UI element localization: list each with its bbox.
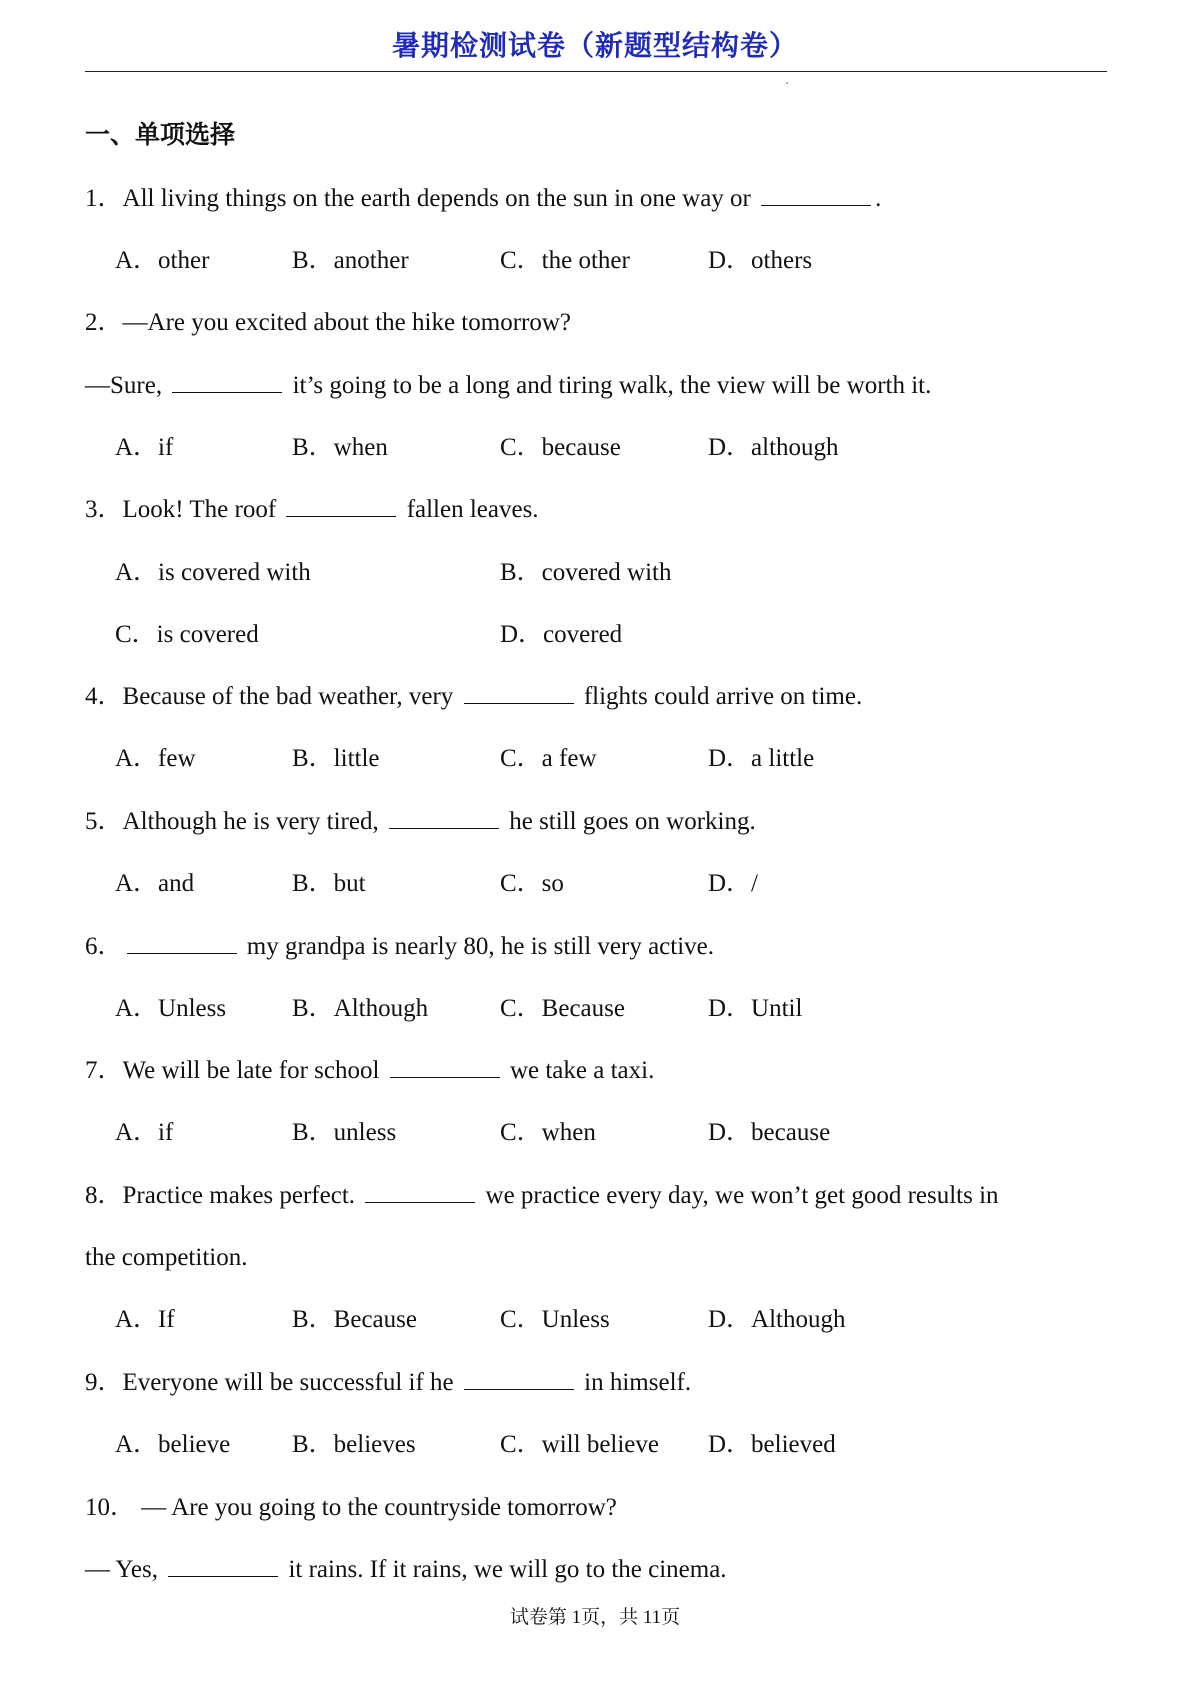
question-8 [85,1183,999,1208]
option-c: C．will believe [500,1431,659,1458]
question-number: 3． [85,496,123,523]
option-a: A．believe [115,1431,231,1458]
option-d: D．because [708,1119,831,1146]
question-4 [85,684,862,709]
question-text: Look! The roof [122,496,277,523]
option-b: B．when [292,434,388,461]
option-b: B．Because [292,1306,417,1333]
question-text: Practice makes perfect. [122,1182,356,1209]
option-b: B．another [292,247,409,274]
answer-blank [168,1576,278,1577]
question-text: Although he is very tired, [122,808,379,835]
question-text: . [875,185,882,212]
question-10 [85,1495,617,1520]
question-text: it’s going to be a long and tiring walk, the view will be worth it. [292,372,932,399]
option-c: C．the other [500,247,630,274]
option-d: D．Although [708,1306,846,1333]
question-number: 6． [85,933,123,960]
option-a: A．and [115,870,195,897]
question-8-continued: the competition. [85,1244,248,1271]
question-text: he still goes on working. [509,808,756,835]
question-text: Everyone will be successful if he [122,1369,454,1396]
question-number: 5． [85,808,123,835]
question-number: 1． [85,185,123,212]
question-number: 4． [85,683,123,710]
answer-blank [172,392,282,393]
question-3 [85,497,539,522]
question-text: All living things on the earth depends on the sun in one way or [122,185,751,212]
answer-blank [390,1077,500,1078]
question-text: We will be late for school [122,1057,380,1084]
option-a: A．few [115,745,196,772]
option-b: B．Although [292,995,429,1022]
title-divider [85,71,1107,72]
option-b: B．covered with [500,559,672,586]
option-b: B．believes [292,1431,416,1458]
option-b: B．unless [292,1119,397,1146]
question-text: my grandpa is nearly 80, he is still very active. [246,933,715,960]
option-a: A．is covered with [115,559,311,586]
option-a: A．if [115,1119,174,1146]
option-d: D．covered [500,621,623,648]
question-text: in himself. [584,1369,692,1396]
question-text: Because of the bad weather, very [122,683,454,710]
section-title: 一、单项选择 [85,120,236,149]
option-b: B．but [292,870,366,897]
question-text: we take a taxi. [509,1057,655,1084]
question-text: fallen leaves. [406,496,539,523]
question-2 [85,310,571,335]
option-d: D．/ [708,870,759,897]
answer-blank [365,1202,475,1203]
option-c: C．a few [500,745,597,772]
option-c: C．Because [500,995,625,1022]
option-b: B．little [292,745,380,772]
option-a: A．other [115,247,210,274]
answer-blank [464,703,574,704]
option-a: A．If [115,1306,175,1333]
question-6 [85,934,714,959]
option-c: C．is covered [115,621,259,648]
question-text: —Are you excited about the hike tomorrow? [122,309,571,336]
question-text: — Are you going to the countryside tomorrow? [141,1494,617,1521]
question-1 [85,186,881,211]
answer-blank [127,953,237,954]
question-number: 10． [85,1494,136,1521]
question-text: flights could arrive on time. [583,683,863,710]
option-d: D．believed [708,1431,836,1458]
question-7 [85,1058,654,1083]
question-number: 9． [85,1369,123,1396]
question-text: it rains. If it rains, we will go to the cinema. [288,1556,727,1583]
exam-title: 暑期检测试卷（新题型结构卷） [391,29,798,62]
page-footer: 试卷第 1页，共 11页 [509,1607,681,1628]
question-text: — Yes, [85,1556,158,1583]
question-5 [85,809,756,834]
answer-blank [761,205,871,206]
question-number: 8． [85,1182,123,1209]
option-c: C．so [500,870,564,897]
option-c: C．because [500,434,621,461]
option-a: A．if [115,434,174,461]
question-9 [85,1370,691,1395]
option-c: C．when [500,1119,596,1146]
option-c: C．Unless [500,1306,610,1333]
answer-blank [389,828,499,829]
option-d: D．although [708,434,839,461]
question-10-reply [85,1557,727,1582]
answer-blank [464,1389,574,1390]
option-d: D．a little [708,745,815,772]
question-text: —Sure, [85,372,163,399]
option-d: D．Until [708,995,803,1022]
option-a: A．Unless [115,995,227,1022]
speck [786,82,788,84]
question-number: 2． [85,309,123,336]
question-text: we practice every day, we won’t get good results in [485,1182,999,1209]
question-2-reply [85,373,931,398]
question-number: 7． [85,1057,123,1084]
answer-blank [286,516,396,517]
option-d: D．others [708,247,813,274]
